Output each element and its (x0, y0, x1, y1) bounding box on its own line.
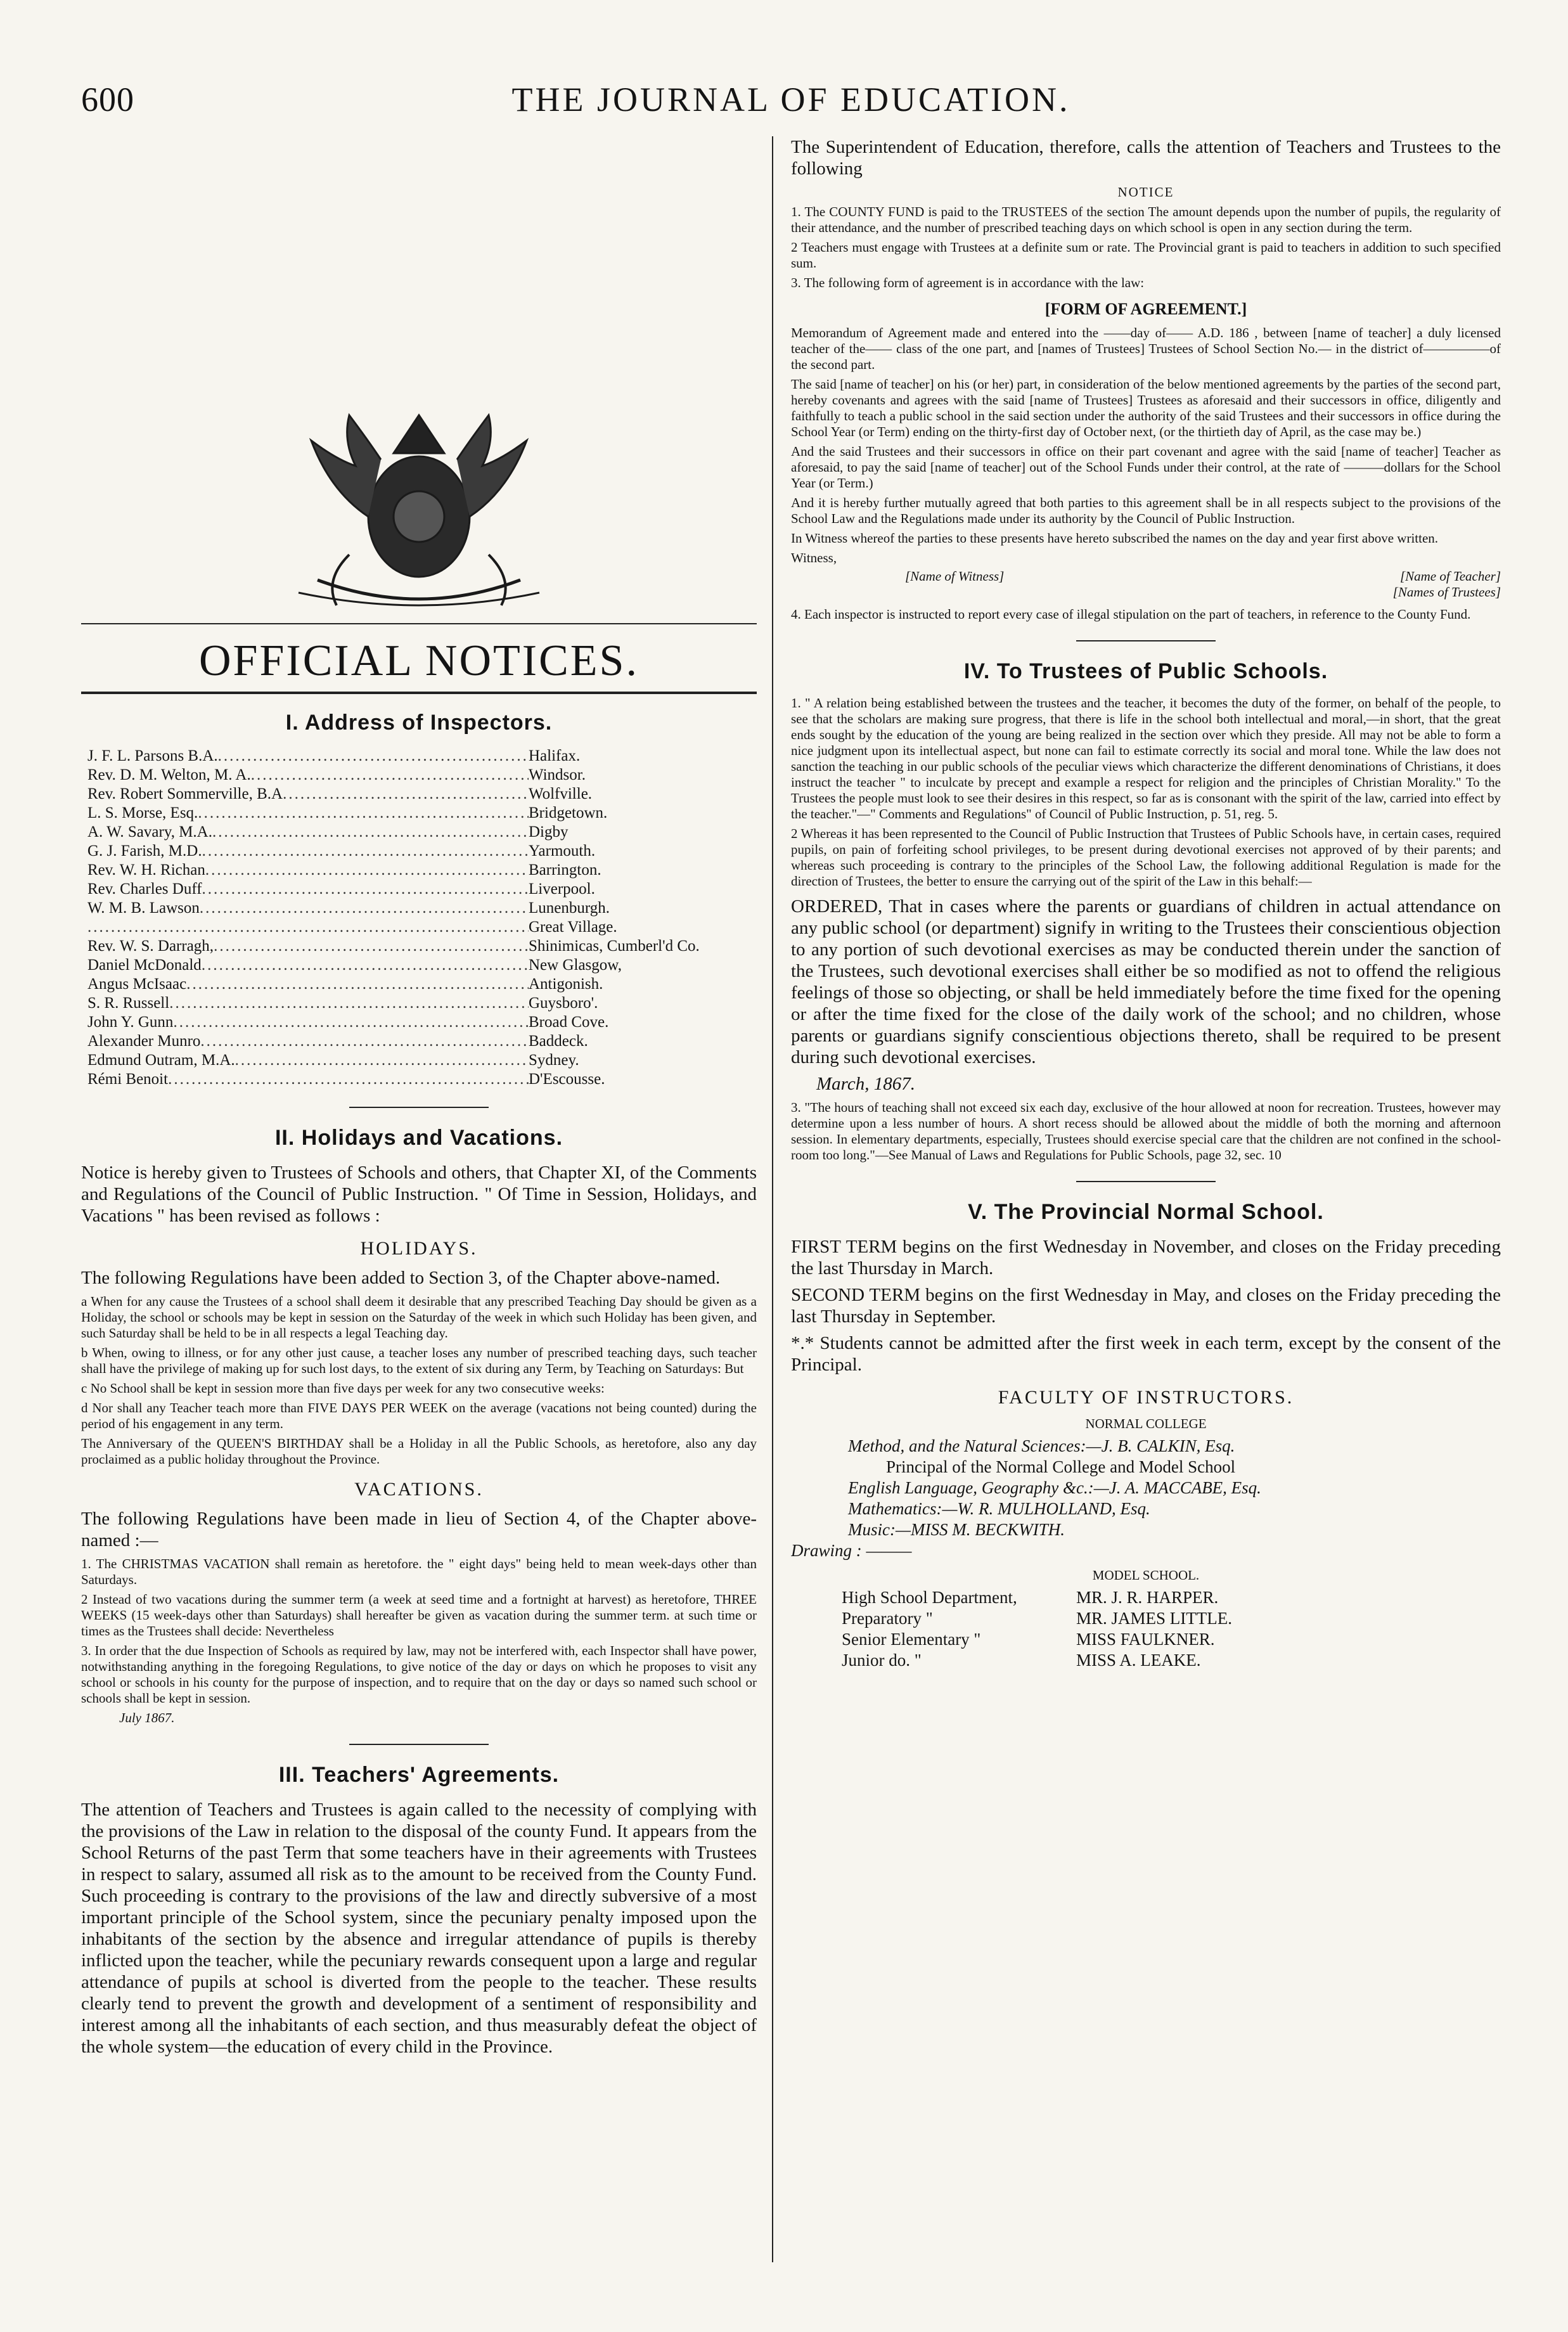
faculty-line: Method, and the Natural Sciences:—J. B. CALKIN, Esq. (848, 1436, 1235, 1455)
inspector-row (87, 899, 757, 918)
vacation-rule: 3. In order that the due Inspection of Schools as required by law, may not be interfered with, each Inspector shall have power, notwithstanding anything in the foregoing Regulations, to give notice of the day or days on which he proposes to visit any school or schools in his county for the purpose of inspection, and to require that on the day or days so named such school or schools shall be kept in session. (81, 1643, 757, 1706)
inspector-place: Great Village. (529, 918, 617, 936)
holiday-rule: a When for any cause the Trustees of a school shall deem it desirable that any prescribed Teaching Day should be given as a Holiday, the school or schools may be kept in session on the Saturday of the week in which such Holiday has been given, and such Saturday shall be held to be in all respects a legal Teaching day. (81, 1294, 757, 1341)
notice-item: 2 Teachers must engage with Trustees at a definite sum or rate. The Provincial grant is paid to teachers in addition to such specified sum. (791, 240, 1501, 271)
holidays-subheading: HOLIDAYS. (360, 1238, 478, 1259)
inspector-name: Rev. Robert Sommerville, B.A (87, 785, 283, 802)
inspector-row (87, 1070, 757, 1089)
faculty-line: Mathematics:—W. R. MULHOLLAND, Esq. (848, 1499, 1150, 1518)
agreement-paragraph: And the said Trustees and their successors in office on their part covenant and agree with the said [name of teacher] Teacher as aforesaid, to pay the said [name of teacher] out of the School Funds under their control, at the rate of ———dollars for the School Year (or Term.) (791, 444, 1501, 491)
superintendent-intro: The Superintendent of Education, therefore, calls the attention of Teachers and Trustees to the following (791, 137, 1501, 179)
inspector-row (87, 842, 757, 861)
agreement-paragraph: Memorandum of Agreement made and entered into the ——day of—— A.D. 186 , between [name of teacher] a duly licensed teacher of the—— class of the one part, and [names of Trustees] Trustees of School Section No.— in the district of—————of the second part. (791, 325, 1501, 372)
leader-dots (200, 899, 529, 918)
inspector-place: Lunenburgh. (529, 899, 610, 917)
leader-dots (212, 823, 529, 842)
witness-label: Witness, (791, 550, 837, 565)
holiday-rule: b When, owing to illness, or for any other just cause, a teacher loses any number of prescribed teaching days, such teacher shall have the privilege of making up for such lost days, to the extent of six during any Term, by Teaching on Saturdays: But (81, 1345, 757, 1376)
section-heading-trustees: IV. To Trustees of Public Schools. (963, 659, 1328, 683)
inspector-name: L. S. Morse, Esq. (87, 804, 198, 821)
inspector-place: Antigonish. (529, 976, 603, 993)
section-separator (1076, 640, 1216, 641)
journal-title: THE JOURNAL OF EDUCATION. (511, 81, 1070, 119)
faculty-heading: FACULTY OF INSTRUCTORS. (998, 1387, 1294, 1408)
vacations-intro: The following Regulations have been made in lieu of Section 4, of the Chapter above-named :— (81, 1509, 757, 1550)
model-school-row (842, 1608, 1501, 1629)
faculty-line: Music:—MISS M. BECKWITH. (848, 1520, 1065, 1539)
inspector-place: Windsor. (529, 766, 586, 783)
inspector-place: Guysboro'. (529, 995, 598, 1012)
leader-dots (169, 994, 529, 1013)
inspector-row (87, 956, 757, 975)
inspector-name: G. J. Farish, M.D. (87, 842, 202, 860)
model-school-department: Senior Elementary " (842, 1630, 981, 1649)
inspector-row (87, 861, 757, 880)
inspector-place: Digby (529, 823, 569, 841)
agreement-paragraph: In Witness whereof the parties to these presents have hereto subscribed the names on the day and year first above written. (791, 531, 1439, 546)
vacations-date: July 1867. (119, 1710, 175, 1725)
inspector-name: Rev. W. S. Darragh, (87, 937, 214, 955)
inspector-row (87, 785, 757, 804)
faculty-line: Principal of the Normal College and Model School (886, 1457, 1236, 1476)
leader-dots (186, 975, 529, 994)
second-term: SECOND TERM begins on the first Wednesday in May, and closes on the Friday preceding the last Thursday in September. (791, 1285, 1501, 1327)
holidays-intro: Notice is hereby given to Trustees of Schools and others, that Chapter XI, of the Comments and Regulations of the Council of Public Instruction. " Of Time in Session, Holidays, and Vacations " has been revised as follows : (81, 1163, 757, 1226)
page-header (81, 75, 1501, 129)
inspector-name: A. W. Savary, M.A. (87, 823, 212, 841)
model-school-list (791, 1587, 1501, 1671)
inspector-row (87, 823, 757, 842)
first-term: FIRST TERM begins on the first Wednesday in November, and closes on the Friday preceding the last Thursday in March. (791, 1237, 1501, 1279)
inspector-name: Angus McIsaac (87, 976, 187, 993)
section-separator (349, 1107, 489, 1108)
notice-item: 1. The COUNTY FUND is paid to the TRUSTEES of the section The amount depends upon the number of pupils, the regularity of their attendance, and the number of prescribed teaching days on which school is open in any section during the term. (791, 204, 1501, 235)
inspector-name: John Y. Gunn (87, 1014, 174, 1031)
inspector-name: Rémi Benoit (87, 1071, 169, 1088)
title-rule (81, 692, 757, 694)
section-heading-inspectors: I. Address of Inspectors. (285, 711, 553, 735)
drawing-line: Drawing : ——— (791, 1541, 912, 1560)
signature-teacher: [Name of Teacher] (1399, 569, 1501, 584)
holidays-regulations-intro: The following Regulations have been added to Section 3, of the Chapter above-named. (81, 1268, 721, 1288)
notice-item: 3. The following form of agreement is in accordance with the law: (791, 275, 1145, 290)
inspector-name: Alexander Munro (87, 1033, 201, 1050)
inspector-name: Rev. W. H. Richan (87, 861, 205, 879)
vacations-subheading: VACATIONS. (354, 1479, 484, 1500)
agreement-paragraph: And it is hereby further mutually agreed that both parties to this agreement shall be in all respects subject to the provisions of the School Law and the Regulations made under its authority by the Council of Public Instruction. (791, 495, 1501, 526)
inspector-name: Rev. D. M. Welton, M. A. (87, 766, 251, 783)
inspector-place: Sydney. (529, 1052, 579, 1069)
inspector-name: Edmund Outram, M.A. (87, 1052, 235, 1069)
model-school-teacher: MISS FAULKNER. (1076, 1630, 1215, 1649)
leader-dots (235, 1051, 529, 1070)
leader-dots (218, 747, 529, 766)
signature-teacher-trustees (1393, 569, 1501, 600)
inspector-row (87, 1051, 757, 1070)
trustees-item: 2 Whereas it has been represented to the Council of Public Instruction that Trustees of Public Schools have, in certain cases, required pupils, on pain of forfeiting school privileges, to be present during devotional exercises not approved of by their parents; and whereas such proceeding is contrary to the principles of the School Law, the following additional Regulation is made for the direction of Trustees, the better to ensure the carrying out of the spirit of the Law in this behalf:— (791, 826, 1501, 889)
inspector-place: D'Escousse. (529, 1071, 605, 1088)
leader-dots (202, 880, 529, 899)
holiday-rule: c No School shall be kept in session more than five days per week for any two consecutive weeks: (81, 1381, 605, 1396)
inspector-name: S. R. Russell (87, 995, 170, 1012)
inspector-place: Halifax. (529, 747, 581, 764)
vacation-rule: 1. The CHRISTMAS VACATION shall remain as heretofore. the " eight days" being held to mean week-days other than Saturdays. (81, 1556, 757, 1587)
leader-dots (205, 861, 529, 880)
page-number: 600 (81, 81, 134, 119)
royal-crest-icon (222, 390, 615, 618)
leader-dots (168, 1070, 529, 1089)
inspector-row (87, 994, 757, 1013)
model-school-row (842, 1629, 1501, 1650)
leader-dots (283, 785, 529, 804)
inspector-place: Yarmouth. (529, 842, 596, 860)
official-notices-title: OFFICIAL NOTICES. (199, 636, 639, 685)
inspector-row (87, 1013, 757, 1032)
leader-dots (198, 804, 529, 823)
model-school-department: Preparatory " (842, 1609, 933, 1628)
inspector-list (87, 747, 757, 1089)
inspector-place: Baddeck. (529, 1033, 588, 1050)
inspector-place: Barrington. (529, 861, 601, 879)
notice-heading: NOTICE (1117, 184, 1174, 200)
inspector-name: J. F. L. Parsons B.A. (87, 747, 218, 764)
leader-dots (214, 937, 529, 956)
inspector-row (87, 804, 757, 823)
inspector-row (87, 1032, 757, 1051)
ordered-paragraph: ORDERED, That in cases where the parents or guardians of children in actual attendance on any public school (or department) signify in writing to the Trustees their conscientious objection to any portion of such devotional exercises as may be conducted therein under the sanction of the Trustees, such devotional exercises shall either be so modified as not to offend the religious feelings of those so objecting, or shall be held immediately before the time fixed for the opening or after the time fixed for the close of the daily work of the school; and no children, whose parents or guardians signify conscientious objections thereto, shall be required to be present during such devotional exercises. (791, 896, 1501, 1067)
signature-witness: [Name of Witness] (905, 569, 1005, 584)
inspector-name: Rev. Charles Duff (87, 880, 202, 898)
trustees-date: March, 1867. (816, 1074, 915, 1094)
admission-note: *.* Students cannot be admitted after the first week in each term, except by the consent of the Principal. (791, 1333, 1501, 1375)
faculty-line: English Language, Geography &c.:—J. A. MACCABE, Esq. (848, 1478, 1261, 1497)
inspector-place: Liverpool. (529, 880, 595, 898)
model-school-teacher: MR. J. R. HARPER. (1076, 1588, 1219, 1607)
leader-dots (202, 956, 529, 975)
inspector-row (87, 918, 757, 937)
inspector-name: W. M. B. Lawson (87, 899, 200, 917)
inspector-place: Wolfville. (529, 785, 593, 802)
model-school-label: MODEL SCHOOL. (1092, 1568, 1200, 1583)
model-school-teacher: MISS A. LEAKE. (1076, 1651, 1201, 1670)
holiday-rule: The Anniversary of the QUEEN'S BIRTHDAY shall be a Holiday in all the Public Schools, as heretofore, also any day proclaimed as a public holiday throughout the Province. (81, 1436, 757, 1467)
form-of-agreement-heading: [FORM OF AGREEMENT.] (1044, 300, 1247, 318)
model-school-row (842, 1587, 1501, 1608)
column-divider (772, 136, 773, 2262)
notice-item-4: 4. Each inspector is instructed to report every case of illegal stipulation on the part of teachers, in reference to the County Fund. (791, 607, 1471, 622)
inspector-row (87, 937, 757, 956)
section-heading-agreements: III. Teachers' Agreements. (278, 1763, 560, 1787)
inspector-name: Daniel McDonald (87, 957, 202, 974)
leader-dots (87, 918, 529, 937)
leader-dots (251, 766, 529, 785)
model-school-row (842, 1650, 1501, 1671)
inspector-row (87, 880, 757, 899)
agreement-paragraph: The said [name of teacher] on his (or her) part, in consideration of the below mentioned agreements by the parties of the second part, hereby covenants and agrees with the said [name of Trustees] Trustees as aforesaid and their successors in office, diligently and faithfully to teach a public school in the said section under the authority of the said Trustees and their successors in office during the School Year (or Term) ending on the thirty-first day of October next, (or the thirtieth day of April, as the case may be.) (791, 377, 1501, 439)
holiday-rule: d Nor shall any Teacher teach more than FIVE DAYS PER WEEK on the average (vacations not being counted) during the period of his engagement in any term. (81, 1400, 757, 1431)
vacation-rule: 2 Instead of two vacations during the summer term (a week at seed time and a fortnight at harvest) as heretofore, THREE WEEKS (15 week-days other than Saturdays) shall hereafter be given as vacation during the summer term. at such time or times as the Trustees shall decide: Nevertheless (81, 1592, 757, 1639)
section-heading-holidays: II. Holidays and Vacations. (274, 1126, 563, 1150)
leader-dots (202, 842, 529, 861)
model-school-department: High School Department, (842, 1588, 1017, 1607)
crest-rule (81, 623, 757, 624)
section-separator (1076, 1181, 1216, 1182)
section-heading-normal-school: V. The Provincial Normal School. (968, 1200, 1324, 1224)
leader-dots (200, 1032, 529, 1051)
signature-trustees: [Names of Trustees] (1392, 584, 1501, 600)
agreements-text: The attention of Teachers and Trustees is again called to the necessity of complying with the provisions of the Law in relation to the disposal of the county Fund. It appears from the School Returns of the past Term that some teachers have in their agreements with Trustees in respect to salary, assumed all risk as to the amount to be received from the County Fund. Such proceeding is contrary to the provisions of the law and directly subversive of a most important principle of the School system, since the pecuniary penalty imposed upon the inhabitants of the section by the absence and irregular attendance of pupils is thereby inflicted upon the teacher, while the pecuniary rewards consequent upon a large and regular attendance of pupils at school is diverted from the people to the teacher. These results clearly tend to prevent the growth and development of a sentiment of responsibility and interest among all the inhabitants of each section, and thus measurably defeat the object of the whole system—the education of every child in the Province. (81, 1800, 757, 2057)
hours-of-teaching: 3. "The hours of teaching shall not exceed six each day, exclusive of the hour allowed at noon for recreation. Trustees, however may determine upon a less number of hours. A short recess should be allowed about the middle of both the morning and afternoon session. In elementary departments, especially, Trustees should exercise special care that the children are not confined in the school-room too long."—See Manual of Laws and Regulations for Public Schools, page 32, sec. 10 (791, 1100, 1501, 1163)
inspector-place: Shinimicas, Cumberl'd Co. (529, 937, 700, 955)
section-separator (349, 1744, 489, 1745)
leader-dots (173, 1013, 529, 1032)
model-school-department: Junior do. " (842, 1651, 922, 1670)
inspector-place: Broad Cove. (529, 1014, 609, 1031)
right-column (791, 136, 1501, 2262)
trustees-item: 1. " A relation being established between the trustees and the teacher, it becomes the duty of the former, on behalf of the people, to see that the scholars are making sure progress, that there is life in the school both intellectual and moral,—in short, that the great ends sought by the education of the young are being realized in the section over which they preside. All may not be able to form a nice judgment upon its intellectual aspect, but none can fail to estimate correctly its social and moral tone. While the law does not sanction the teaching in our public schools of the peculiar views which characterize the different denominations of Christians, it does instruct the teacher " to inculcate by precept and example a respect for religion and the principles of Christian Morality." To the Trustees the people must look to see their desires in this respect, so far as is consonant with the spirit of the law, carried into effect by the teacher."—" Comments and Regulations" of Council of Public Instruction, p. 51, reg. 5. (791, 695, 1501, 821)
left-column (81, 136, 757, 2262)
inspector-row (87, 975, 757, 994)
inspector-place: Bridgetown. (529, 804, 608, 821)
model-school-teacher: MR. JAMES LITTLE. (1076, 1609, 1232, 1628)
inspector-place: New Glasgow, (529, 957, 622, 974)
signature-lines (791, 569, 1501, 600)
normal-college-label: NORMAL COLLEGE (1085, 1416, 1207, 1431)
inspector-row (87, 747, 757, 766)
inspector-row (87, 766, 757, 785)
